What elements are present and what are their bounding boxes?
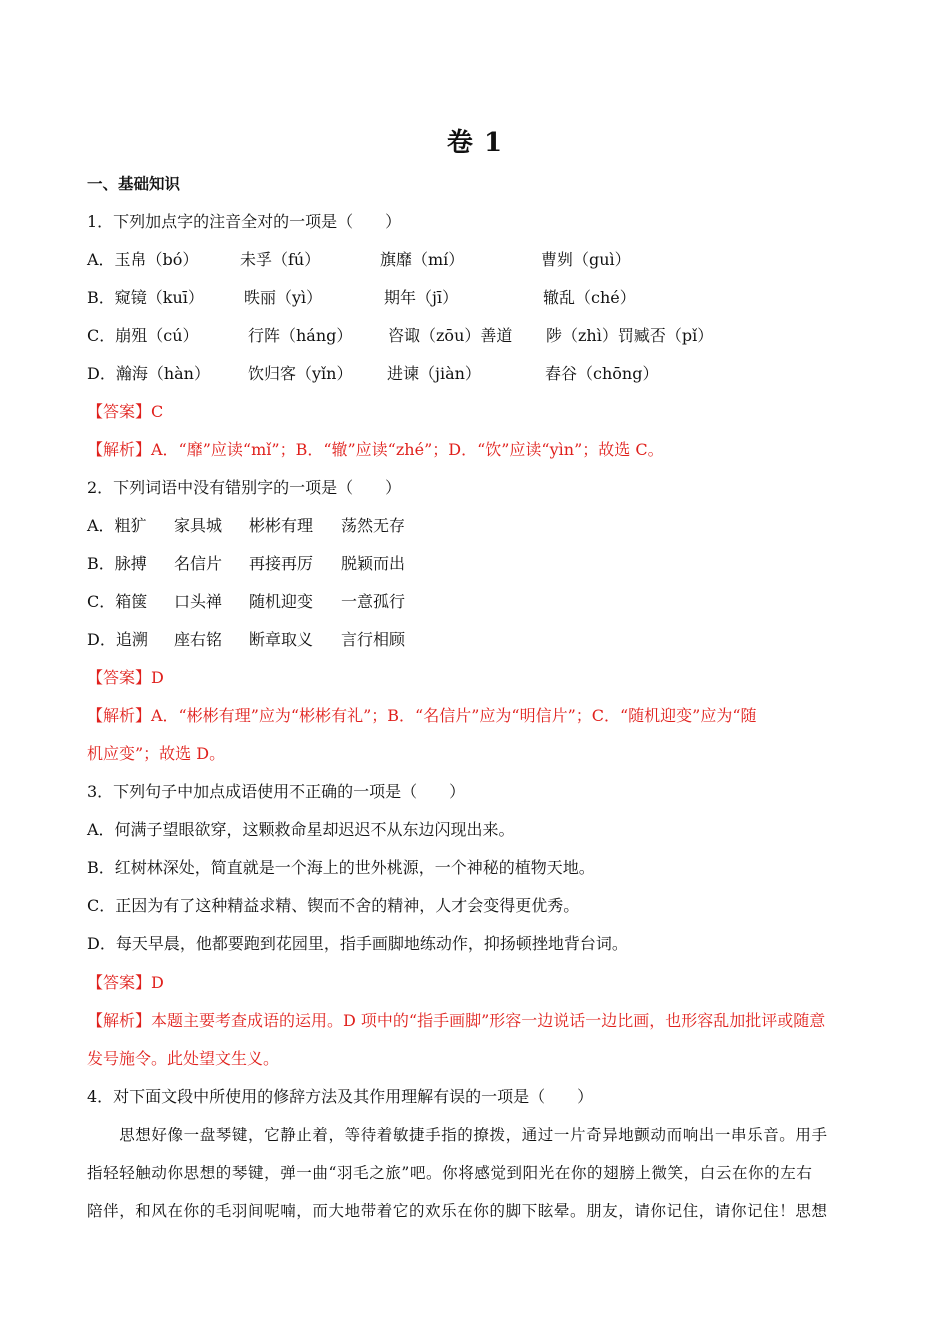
q3-analysis-line2: 发号施令。此处望文生义。 <box>87 1049 280 1068</box>
q2-analysis-line2: 机应变”；故选 D。 <box>87 744 226 763</box>
q3-answer: 【答案】D <box>87 973 164 992</box>
document-page: 卷 1 一、基础知识 1．下列加点字的注音全对的一项是（ ） A．玉帛（bó） 未孚（fú） 旗靡（mí） 曹刿（guì） B．窥镜（kuī） 昳丽（yì） 期年（jī） 辙乱（ché） C．崩殂（cú） 行阵（háng） 咨诹（zōu）善道 陟（zhì）罚臧否（pǐ） D．瀚海（hàn） 饮归客（yǐn） 进谏（jiàn） 舂谷（chōng） 【答案】C 【解析】A．“靡”应读“mǐ”；B．“辙”应读“zhé”；D．“饮”应读“yìn”；故选 C。 2．下列词语中没有错别字的一项是（ ） A．粗犷 家具城 彬彬有理 荡然无存 B．脉搏 名信片 再接再厉 脱颖而出 C．箱箧 口头禅 随机迎变 一意孤行 D．追溯 座右铭 断章取义 言行相顾 【答案】D 【解析】A．“彬彬有理”应为“彬彬有礼”；B．“名信片”应为“明信片”；C．“随机迎变”应为“随 机应变”；故选 D。 3．下列句子中加点成语使用不正确的一项是（ ） A．何满子望眼欲穿，这颗救命星却迟迟不从东边闪现出来。 B．红树林深处，简直就是一个海上的世外桃源，一个神秘的植物天地。 C．正因为有了这种精益求精、锲而不舍的精神，人才会变得更优秀。 D．每天早晨，他都要跑到花园里，指手画脚地练动作，抑扬顿挫地背台词。 【答案】D 【解析】本题主要考查成语的运用。D 项中的“指手画脚”形容一边说话一边比画，也形容乱加批评或随意 发号施令。此处望文生义。 4．对下面文段中所使用的修辞方法及其作用理解有误的一项是（ ） 思想好像一盘琴键，它静止着，等待着敏捷手指的撩拨，通过一片奇异地颤动而响出一串乐音。用手 指轻轻触动你思想的琴键，弹一曲“羽毛之旅”吧。你将感觉到阳光在你的翅膀上微笑，白云在你的左右 陪伴，和风在你的毛羽间呢喃，而大地带着它的欢乐在你的脚下眩晕。朋友，请你记住，请你记住！思想 <box>0 0 950 1344</box>
page-title: 卷 1 <box>446 128 504 158</box>
section-heading: 一、基础知识 <box>87 175 181 193</box>
q3-option-c: C．正因为有了这种精益求精、锲而不舍的精神，人才会变得更优秀。 <box>87 896 580 915</box>
q4-passage-line1: 思想好像一盘琴键，它静止着，等待着敏捷手指的撩拨，通过一片奇异地颤动而响出一串乐音。用手 <box>87 1126 828 1144</box>
q3-option-b: B．红树林深处，简直就是一个海上的世外桃源，一个神秘的植物天地。 <box>87 858 595 877</box>
q3-option-d: D．每天早晨，他都要跑到花园里，指手画脚地练动作，抑扬顿挫地背台词。 <box>87 934 628 953</box>
q4-passage-line2: 指轻轻触动你思想的琴键，弹一曲“羽毛之旅”吧。你将感觉到阳光在你的翅膀上微笑，白云在你的左右 <box>87 1164 813 1182</box>
q2-analysis-line1: 【解析】A．“彬彬有理”应为“彬彬有礼”；B．“名信片”应为“明信片”；C．“随机迎变”应为“随 <box>87 706 757 725</box>
q1-answer: 【答案】C <box>87 402 164 421</box>
q2-stem: 2．下列词语中没有错别字的一项是（ ） <box>87 478 402 497</box>
q1-analysis: 【解析】A．“靡”应读“mǐ”；B．“辙”应读“zhé”；D．“饮”应读“yìn”；故选 C。 <box>87 440 664 459</box>
q3-option-a: A．何满子望眼欲穿，这颗救命星却迟迟不从东边闪现出来。 <box>87 820 515 839</box>
q2-answer: 【答案】D <box>87 668 164 687</box>
q4-passage-line3: 陪伴，和风在你的毛羽间呢喃，而大地带着它的欢乐在你的脚下眩晕。朋友，请你记住，请你记住！思想 <box>87 1202 828 1220</box>
q4-stem: 4．对下面文段中所使用的修辞方法及其作用理解有误的一项是（ ） <box>87 1087 594 1106</box>
q1-stem: 1．下列加点字的注音全对的一项是（ ） <box>87 212 402 231</box>
q3-analysis-line1: 【解析】本题主要考查成语的运用。D 项中的“指手画脚”形容一边说话一边比画，也形容乱加批评或随意 <box>87 1011 826 1030</box>
q3-stem: 3．下列句子中加点成语使用不正确的一项是（ ） <box>87 782 466 801</box>
